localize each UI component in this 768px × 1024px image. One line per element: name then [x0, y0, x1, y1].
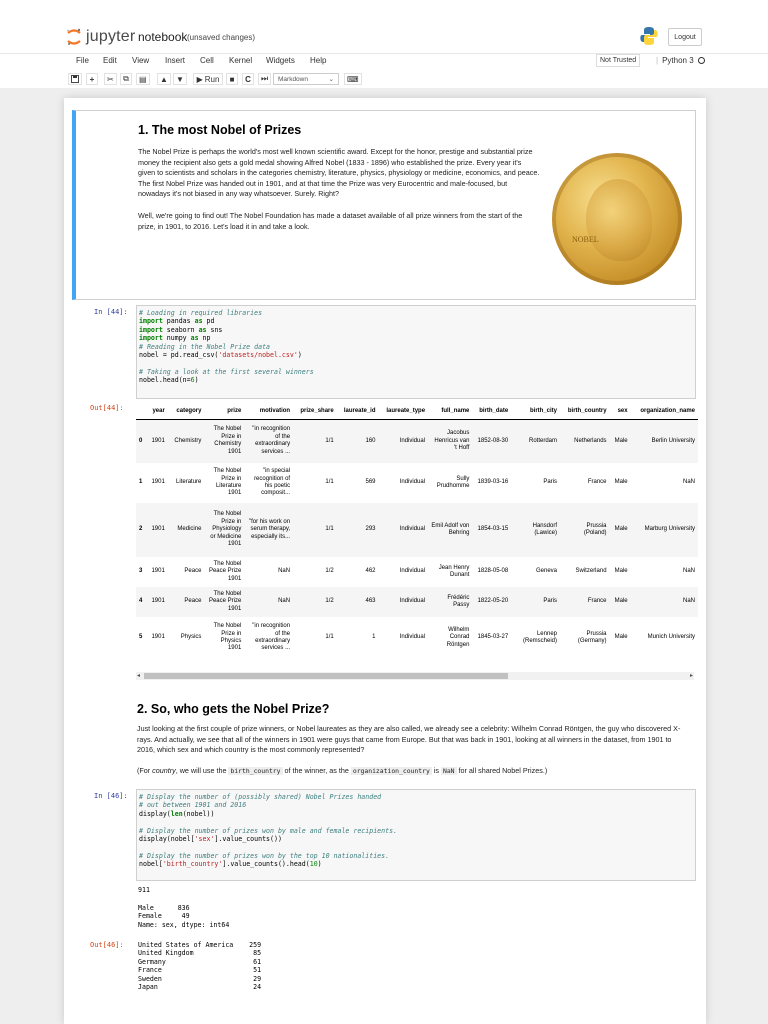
- table-cell: 1/2: [293, 587, 337, 617]
- table-cell: 462: [365, 568, 376, 575]
- section2-paragraph-2: [137, 766, 689, 777]
- table-body: [136, 419, 698, 659]
- insert-cell-button[interactable]: [86, 73, 98, 85]
- column-header: prize: [204, 403, 244, 419]
- text-span: , we will use the: [175, 766, 229, 775]
- table-cell: Munich University: [647, 634, 695, 641]
- notebook-name[interactable]: notebook: [138, 30, 188, 44]
- table-cell: 1828-05-08: [477, 568, 509, 575]
- table-cell: Individual: [399, 479, 426, 486]
- stop-icon: ■: [229, 74, 235, 84]
- table-cell: 1/1: [293, 503, 337, 557]
- intro-paragraph-1: The Nobel Prize is perhaps the world's most well known scientific award. Except for the honor, prestige and substantial prize money the recipient also gets a gold medal showing Alfred Nobel (1833 - 1896) who established the prize. Every year it's given to scientists and scholars in the categories chemistry, literature, physics, physiology or medicine, economics, and peace. The first Nobel Prize was handed out in 1901, and at that time the Prize was very Eurocentric and male-focused, but nowadays it's not biased in any way whatsoever. Surely. Right?: [138, 147, 540, 198]
- column-header: category: [168, 403, 205, 419]
- table-row: [136, 557, 698, 587]
- dataframe-table: [136, 403, 698, 659]
- paste-button[interactable]: [136, 73, 150, 85]
- code-number: 10: [309, 860, 318, 869]
- table-cell: Individual: [379, 587, 429, 617]
- code-comment: # Reading in the Nobel Prize data: [139, 342, 271, 351]
- row-index: 2: [136, 503, 146, 557]
- jupyter-logo-icon: [66, 28, 82, 46]
- table-cell: Marburg University: [631, 503, 698, 557]
- code-comment: # Display the number of prizes won by male and female recipients.: [139, 826, 398, 835]
- cut-button[interactable]: [104, 73, 117, 85]
- plus-icon: +: [89, 74, 95, 84]
- code-text: display(nobel[: [139, 835, 195, 844]
- code-keyword: as: [198, 325, 207, 334]
- output-line: Germany 61: [138, 957, 262, 966]
- save-icon: [71, 75, 79, 83]
- medal-inscription: NOBEL: [572, 235, 599, 244]
- table-cell: Peace: [168, 587, 205, 617]
- save-button[interactable]: [68, 73, 82, 85]
- table-cell: The Nobel Prize in Chemistry 1901: [204, 419, 244, 463]
- table-cell: Hansdorf (Lawice): [511, 503, 560, 557]
- table-cell: "in special recognition of his poetic composit...: [254, 468, 291, 497]
- column-header: [136, 403, 146, 419]
- notebook-container: [64, 98, 706, 1024]
- toolbar: [0, 72, 768, 88]
- code-cell-load-data[interactable]: [136, 305, 696, 399]
- code-text: seaborn: [162, 325, 199, 334]
- fast-forward-icon: ⏭: [261, 74, 269, 83]
- table-cell: Geneva: [535, 568, 557, 575]
- menu-bar: [0, 53, 768, 67]
- inline-code: organization_country: [352, 767, 430, 775]
- move-down-button[interactable]: [173, 73, 187, 85]
- table-cell: 1852-08-30: [472, 419, 511, 463]
- code-text: nobel[: [139, 860, 163, 869]
- output-line: Sweden 29: [138, 974, 262, 983]
- table-cell: Male: [614, 634, 628, 641]
- code-comment: # Taking a look at the first several winners: [139, 367, 314, 376]
- code-text: ].value_counts()): [214, 835, 282, 844]
- output-line: Female 49: [138, 912, 190, 921]
- table-cell: Emil Adolf von Behring: [428, 503, 472, 557]
- title-bar: [0, 24, 768, 52]
- table-cell: Individual: [399, 634, 426, 641]
- table-cell: 1845-03-27: [477, 634, 509, 641]
- column-header: organization_name: [631, 403, 698, 419]
- output-line: United Kingdom 85: [138, 949, 262, 958]
- table-cell: 1: [372, 634, 376, 641]
- copy-icon: ⧉: [123, 74, 129, 83]
- inline-code: NaN: [442, 767, 455, 775]
- table-cell: 1901: [146, 419, 167, 463]
- table-cell: 1839-03-16: [477, 479, 509, 486]
- table-row: [136, 419, 698, 463]
- table-cell: 463: [337, 587, 379, 617]
- output-line: Name: sex, dtype: int64: [138, 920, 230, 929]
- table-cell: Berlin University: [631, 419, 698, 463]
- text-span: (For: [137, 766, 153, 775]
- table-cell: 1/1: [293, 419, 337, 463]
- output-line: United States of America 259: [138, 941, 262, 949]
- text-span: for all shared Nobel Prizes.): [456, 766, 548, 775]
- code-number: 6: [190, 376, 195, 385]
- table-cell: Chemistry: [168, 419, 205, 463]
- intro-paragraph-2: Well, we're going to find out! The Nobel Foundation has made a dataset available of all prize winners from the start of the prize, in 1901, to 2016. Let's load it in and take a look.: [138, 211, 523, 231]
- column-header: sex: [610, 403, 631, 419]
- table-cell: "in recognition of the extraordinary services ...: [252, 623, 291, 652]
- scroll-right-icon[interactable]: ▸: [689, 673, 693, 679]
- output-prompt-44: Out[44]:: [90, 404, 124, 412]
- output-line: Male 836: [138, 904, 190, 912]
- scissors-icon: ✂: [107, 74, 114, 84]
- code-text: pd: [202, 317, 215, 326]
- table-cell: Literature: [176, 479, 202, 486]
- column-header: laureate_id: [337, 403, 379, 419]
- code-comment: # out between 1901 and 2016: [139, 801, 247, 810]
- command-palette-button[interactable]: [344, 73, 362, 85]
- table-cell: Peace: [184, 568, 202, 575]
- play-icon: ▶: [196, 74, 203, 84]
- arrow-up-icon: ▲: [160, 74, 168, 84]
- table-cell: Paris: [511, 587, 560, 617]
- nobel-medal-image: [552, 153, 682, 285]
- table-cell: NaN: [682, 479, 695, 486]
- table-cell: Male: [610, 587, 631, 617]
- table-cell: Jean Henry Dunant: [438, 564, 470, 578]
- table-cell: 293: [337, 503, 379, 557]
- text-emphasis: country: [152, 766, 176, 775]
- text-span: is: [431, 766, 441, 775]
- code-text: numpy: [162, 334, 191, 343]
- code-string: 'sex': [194, 835, 215, 844]
- code-comment: # Display the number of (possibly shared) Nobel Prizes handed: [139, 793, 382, 801]
- jupyter-logo[interactable]: [66, 28, 135, 46]
- table-cell: 1901: [151, 568, 165, 575]
- menu-widgets[interactable]: Widgets: [266, 56, 295, 65]
- run-label: Run: [204, 74, 220, 84]
- row-index: 1: [139, 479, 143, 486]
- code-text: (nobel)): [182, 809, 215, 818]
- code-string: 'birth_country': [162, 860, 223, 869]
- code-text: sns: [206, 325, 223, 334]
- markdown-cell-intro[interactable]: [72, 110, 696, 300]
- table-row: [136, 587, 698, 617]
- code-cell-value-counts[interactable]: [136, 789, 696, 881]
- menu-view[interactable]: View: [132, 56, 150, 65]
- logout-button[interactable]: Logout: [668, 28, 702, 46]
- trust-status-button[interactable]: Not Trusted: [596, 54, 640, 67]
- table-cell: The Nobel Prize in Physiology or Medicine 1901: [204, 503, 244, 557]
- table-cell: Netherlands: [560, 419, 610, 463]
- move-up-button[interactable]: [157, 73, 171, 85]
- output-prompt-46: Out[46]:: [90, 941, 124, 949]
- table-cell: 1822-05-20: [472, 587, 511, 617]
- code-editor[interactable]: [137, 793, 695, 869]
- output-count: 911: [138, 886, 150, 894]
- row-index: 5: [139, 634, 143, 641]
- code-text: ): [317, 860, 322, 869]
- table-cell: 1/1: [325, 634, 334, 641]
- table-cell: Male: [610, 419, 631, 463]
- table-cell: Male: [614, 479, 628, 486]
- code-text: nobel.head(n=: [139, 376, 191, 385]
- keyboard-icon: ⌨: [347, 74, 359, 84]
- table-row: [136, 617, 698, 659]
- code-text: nobel = pd.read_csv(: [139, 351, 219, 360]
- table-cell: Frédéric Passy: [428, 587, 472, 617]
- table-cell: 1901: [151, 479, 165, 486]
- table-cell: Paris: [543, 479, 557, 486]
- kernel-separator: |: [656, 56, 659, 65]
- code-keyword: import: [139, 317, 163, 326]
- code-builtin: len: [170, 809, 183, 818]
- table-cell: NaN: [244, 587, 293, 617]
- table-cell: 1854-03-15: [472, 503, 511, 557]
- copy-button[interactable]: [120, 73, 132, 85]
- column-header: prize_share: [293, 403, 337, 419]
- table-row: [136, 503, 698, 557]
- code-text: display(: [139, 809, 171, 818]
- table-cell: Sully Prudhomme: [436, 475, 470, 489]
- table-cell: Individual: [399, 568, 426, 575]
- code-keyword: import: [139, 334, 163, 343]
- medal-portrait: [586, 179, 652, 261]
- scrollbar-thumb[interactable]: [144, 673, 508, 679]
- code-comment: # Loading in required libraries: [139, 309, 263, 317]
- run-button[interactable]: [193, 73, 223, 85]
- table-cell: The Nobel Prize in Literature 1901: [213, 468, 242, 497]
- table-cell: Medicine: [168, 503, 205, 557]
- code-editor[interactable]: [137, 309, 695, 385]
- interrupt-button[interactable]: [226, 73, 238, 85]
- cell-type-value: Markdown: [278, 75, 308, 83]
- output-line: France 51: [138, 966, 262, 975]
- run-all-button[interactable]: [258, 73, 271, 85]
- output-line: Japan 24: [138, 983, 262, 992]
- table-row: [136, 463, 698, 503]
- table-cell: The Nobel Prize in Physics 1901: [213, 623, 242, 652]
- table-cell: Physics: [180, 634, 202, 641]
- paste-icon: ▤: [139, 74, 147, 84]
- column-header: year: [146, 403, 167, 419]
- kernel-indicator: [656, 56, 705, 65]
- code-keyword: as: [190, 334, 199, 343]
- column-header: full_name: [428, 403, 472, 419]
- section2-paragraph-1: Just looking at the first couple of prize winners, or Nobel laureates as they are also called, we already see a celebrity: Wilhelm Conrad Röntgen, the guy who discovered X-rays. And actually, we see that all of the winners in 1901 were guys that came from Europe. But that was back in 1901, looking at all winners in the dataset, from 1901 to 2016, which sex and which country is the most commonly represented?: [137, 724, 681, 754]
- table-cell: 1901: [151, 634, 165, 641]
- menu-cell[interactable]: Cell: [200, 56, 214, 65]
- kernel-idle-icon: [698, 57, 705, 64]
- menu-kernel[interactable]: Kernel: [229, 56, 253, 65]
- horizontal-scrollbar[interactable]: [136, 672, 694, 680]
- notebook-header: [0, 0, 768, 88]
- table-cell: Jacobus Henricus van 't Hoff: [428, 419, 472, 463]
- column-header: birth_date: [472, 403, 511, 419]
- table-cell: NaN: [682, 568, 695, 575]
- table-cell: Prussia (Poland): [560, 503, 610, 557]
- code-text: pandas: [162, 317, 195, 326]
- table-cell: Wilhelm Conrad Röntgen: [446, 626, 470, 648]
- table-cell: NaN: [278, 568, 291, 575]
- table-cell: 1901: [146, 503, 167, 557]
- code-string: 'datasets/nobel.csv': [218, 351, 298, 360]
- input-prompt-44: In [44]:: [94, 308, 128, 316]
- table-cell: The Nobel Peace Prize 1901: [208, 560, 242, 582]
- input-prompt-46: In [46]:: [94, 792, 128, 800]
- table-cell: Male: [614, 568, 628, 575]
- table-cell: Prussia (Germany): [577, 630, 607, 644]
- column-header: laureate_type: [379, 403, 429, 419]
- section-heading-1: 1. The most Nobel of Prizes: [138, 123, 302, 137]
- menu-insert[interactable]: Insert: [165, 56, 186, 65]
- table-cell: Male: [610, 503, 631, 557]
- table-cell: NaN: [631, 587, 698, 617]
- jupyter-logo-text: jupyter: [86, 28, 136, 45]
- output-sex-counts: [138, 904, 229, 929]
- save-status: (unsaved changes): [187, 33, 256, 42]
- table-cell: "in recognition of the extraordinary services ...: [244, 419, 293, 463]
- table-cell: Rotterdam: [511, 419, 560, 463]
- table-cell: 1/1: [325, 479, 334, 486]
- row-index: 0: [136, 419, 146, 463]
- arrow-down-icon: ▼: [176, 74, 184, 84]
- python-logo-icon: [640, 26, 658, 46]
- table-cell: France: [560, 587, 610, 617]
- section-heading-2: 2. So, who gets the Nobel Prize?: [137, 702, 330, 716]
- code-comment: # Display the number of prizes won by the top 10 nationalities.: [139, 851, 390, 860]
- table-cell: Switzerland: [575, 568, 607, 575]
- table-cell: Individual: [379, 503, 429, 557]
- table-header-row: [136, 403, 698, 419]
- menu-edit[interactable]: Edit: [103, 56, 117, 65]
- table-cell: "for his work on serum therapy, especially its...: [244, 503, 293, 557]
- table-cell: Lennep (Remscheid): [522, 630, 557, 644]
- kernel-name: Python 3: [662, 56, 694, 65]
- table-cell: France: [587, 479, 607, 486]
- code-keyword: as: [194, 317, 203, 326]
- column-header: birth_country: [560, 403, 610, 419]
- column-header: birth_city: [511, 403, 560, 419]
- restart-button[interactable]: [242, 73, 254, 85]
- cell-type-select[interactable]: [273, 73, 339, 85]
- text-span: of the winner, as the: [282, 766, 351, 775]
- output-country-counts: [138, 941, 261, 991]
- code-text: np: [198, 334, 211, 343]
- code-text: ): [194, 376, 199, 385]
- table-cell: 1901: [146, 587, 167, 617]
- menu-help[interactable]: Help: [310, 56, 327, 65]
- code-keyword: import: [139, 325, 163, 334]
- menu-file[interactable]: File: [76, 56, 89, 65]
- inline-code: birth_country: [230, 767, 281, 775]
- chevron-down-icon: ⌄: [328, 76, 334, 83]
- code-text: ].value_counts().head(: [222, 860, 310, 869]
- table-cell: 1/2: [325, 568, 334, 575]
- restart-icon: C: [245, 74, 251, 84]
- row-index: 3: [139, 568, 143, 575]
- column-header: motivation: [244, 403, 293, 419]
- scroll-left-icon[interactable]: ◂: [137, 673, 141, 679]
- table-cell: 569: [365, 479, 376, 486]
- table-cell: The Nobel Peace Prize 1901: [204, 587, 244, 617]
- table-cell: Individual: [379, 419, 429, 463]
- row-index: 4: [136, 587, 146, 617]
- table-cell: 160: [337, 419, 379, 463]
- code-text: ): [297, 351, 302, 360]
